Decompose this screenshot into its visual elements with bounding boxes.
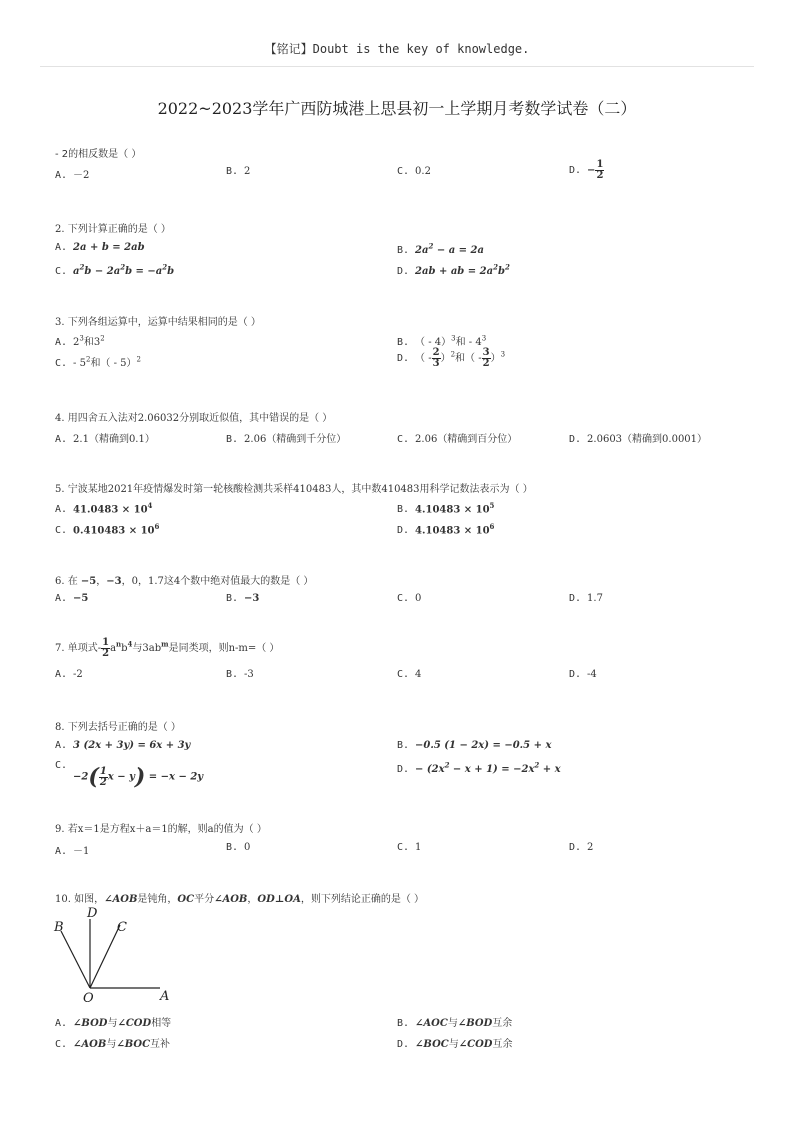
q2-option-b[interactable]: B. $2a^2 - a = 2a$ — [397, 242, 484, 257]
q3-option-d[interactable]: D. （ - $\frac{2}{3}$ ）$^2$和（ - $\frac{3}{2}$ ）$^3$ — [397, 347, 506, 369]
q3-stem: 3. 下列各组运算中，运算中结果相同的是（ ） — [55, 317, 261, 328]
q8-option-d[interactable]: D. − $(2x^2 - x + 1) = -2x^2 + x$ — [397, 761, 561, 776]
q4-option-b[interactable]: B. 2.06（精确到千分位） — [226, 434, 347, 445]
q10-option-b[interactable]: B. ∠AOC与∠BOD互余 — [397, 1018, 513, 1029]
q2-option-a[interactable]: A. 2a + b = 2ab — [55, 242, 145, 253]
fraction: $\frac{2}{3}$ — [432, 347, 440, 369]
q7-stem: 7. 单项式- $\frac{1}{2}$ $a^nb^4$与$3ab^m$是同类项，则n-m=（ ） — [55, 637, 280, 659]
q1-option-d[interactable]: D. − $\frac{1}{2}$ — [569, 159, 604, 181]
q4-stem: 4. 用四舍五入法对2.06032分别取近似值，其中错误的是（ ） — [55, 413, 333, 424]
label-b: B — [54, 920, 64, 935]
q8-option-b[interactable]: B. −0.5 (1 − 2x) = −0.5 + x — [397, 740, 552, 751]
q2-option-d[interactable]: D. 2ab + ab = $2a^2b^2$ — [397, 263, 510, 278]
page-title: 2022~2023学年广西防城港上思县初一上学期月考数学试卷（二） — [157, 99, 637, 118]
q9-option-d[interactable]: D. 2 — [569, 842, 594, 853]
label-c: C — [117, 920, 127, 935]
q1-option-c[interactable]: C. 0.2 — [397, 166, 431, 177]
q8-option-c[interactable]: C.−2( $\frac{1}{2}$ x − y) = −x − 2y — [55, 760, 204, 790]
q9-stem: 9. 若x＝1是方程x＋a＝1的解，则a的值为（ ） — [55, 824, 267, 835]
q5-option-c[interactable]: C. $0.410483 \times 10^6$ — [55, 522, 160, 537]
q9-option-b[interactable]: B. 0 — [226, 842, 251, 853]
q6-option-c[interactable]: C. 0 — [397, 593, 422, 604]
ray-ob — [61, 931, 90, 988]
q5-option-a[interactable]: A. $41.0483 \times 10^4$ — [55, 501, 153, 516]
q5-option-b[interactable]: B. $4.10483 \times 10^5$ — [397, 501, 495, 516]
label-a: A — [160, 989, 170, 1003]
header-motto: 【铭记】Doubt is the key of knowledge. — [264, 42, 530, 56]
q9-option-c[interactable]: C. 1 — [397, 842, 422, 853]
label-d: D — [87, 906, 98, 921]
q4-option-a[interactable]: A. 2.1（精确到0.1） — [55, 434, 155, 445]
q10-stem: 10. 如图，∠AOB是钝角，OC平分∠AOB，OD⊥OA，则下列结论正确的是（ ） — [55, 894, 425, 905]
q7-option-c[interactable]: C. 4 — [397, 669, 422, 680]
fraction: $\frac{3}{2}$ — [482, 347, 490, 369]
angle-figure — [50, 903, 180, 1003]
q3-option-a[interactable]: A. $2^3$和$3^2$ — [55, 334, 105, 348]
q7-option-a[interactable]: A. -2 — [55, 669, 83, 680]
q8-stem: 8. 下列去括号正确的是（ ） — [55, 722, 181, 733]
q6-option-d[interactable]: D. 1.7 — [569, 593, 603, 604]
q1-option-b[interactable]: B. 2 — [226, 166, 251, 177]
q4-option-c[interactable]: C. 2.06（精确到百分位） — [397, 434, 518, 445]
q1-stem: - 2的相反数是（ ） — [55, 149, 142, 160]
q6-option-b[interactable]: B. −3 — [226, 593, 260, 604]
header-divider — [40, 66, 754, 67]
ray-oc — [90, 925, 120, 988]
q10-option-d[interactable]: D. ∠BOC与∠COD互余 — [397, 1039, 513, 1050]
fraction: $\frac{1}{2}$ — [99, 765, 107, 788]
q6-option-a[interactable]: A. −5 — [55, 593, 89, 604]
q2-option-c[interactable]: C. $a^2b - 2a^2b = -a^2b$ — [55, 263, 175, 278]
fraction: $\frac{1}{2}$ — [596, 159, 604, 181]
q2-stem: 2. 下列计算正确的是（ ） — [55, 224, 171, 235]
q7-option-d[interactable]: D. -4 — [569, 669, 597, 680]
q5-stem: 5. 宁波某地2021年疫情爆发时第一轮核酸检测共采样410483人，其中数410483用科学记数法表示为（ ） — [55, 484, 533, 495]
q4-option-d[interactable]: D. 2.0603（精确到0.0001） — [569, 434, 708, 445]
fraction: $\frac{1}{2}$ — [102, 637, 110, 659]
q6-stem: 6. 在 −5，−3，0，1.7这4个数中绝对值最大的数是（ ） — [55, 576, 314, 587]
q1-option-a[interactable]: A. －2 — [55, 170, 90, 181]
q7-option-b[interactable]: B. -3 — [226, 669, 254, 680]
q5-option-d[interactable]: D. $4.10483 \times 10^6$ — [397, 522, 495, 537]
label-o: O — [83, 991, 94, 1003]
q3-option-c[interactable]: C. - $5^2$和（ - 5）$^2$ — [55, 355, 142, 369]
q8-option-a[interactable]: A. 3 (2x + 3y) = 6x + 3y — [55, 740, 191, 751]
q3-option-b[interactable]: B. （ - 4）$^3$和 - $4^3$ — [397, 334, 487, 348]
q10-option-a[interactable]: A. ∠BOD与∠COD相等 — [55, 1018, 172, 1029]
q10-option-c[interactable]: C. ∠AOB与∠BOC互补 — [55, 1039, 171, 1050]
q9-option-a[interactable]: A. －1 — [55, 846, 90, 857]
